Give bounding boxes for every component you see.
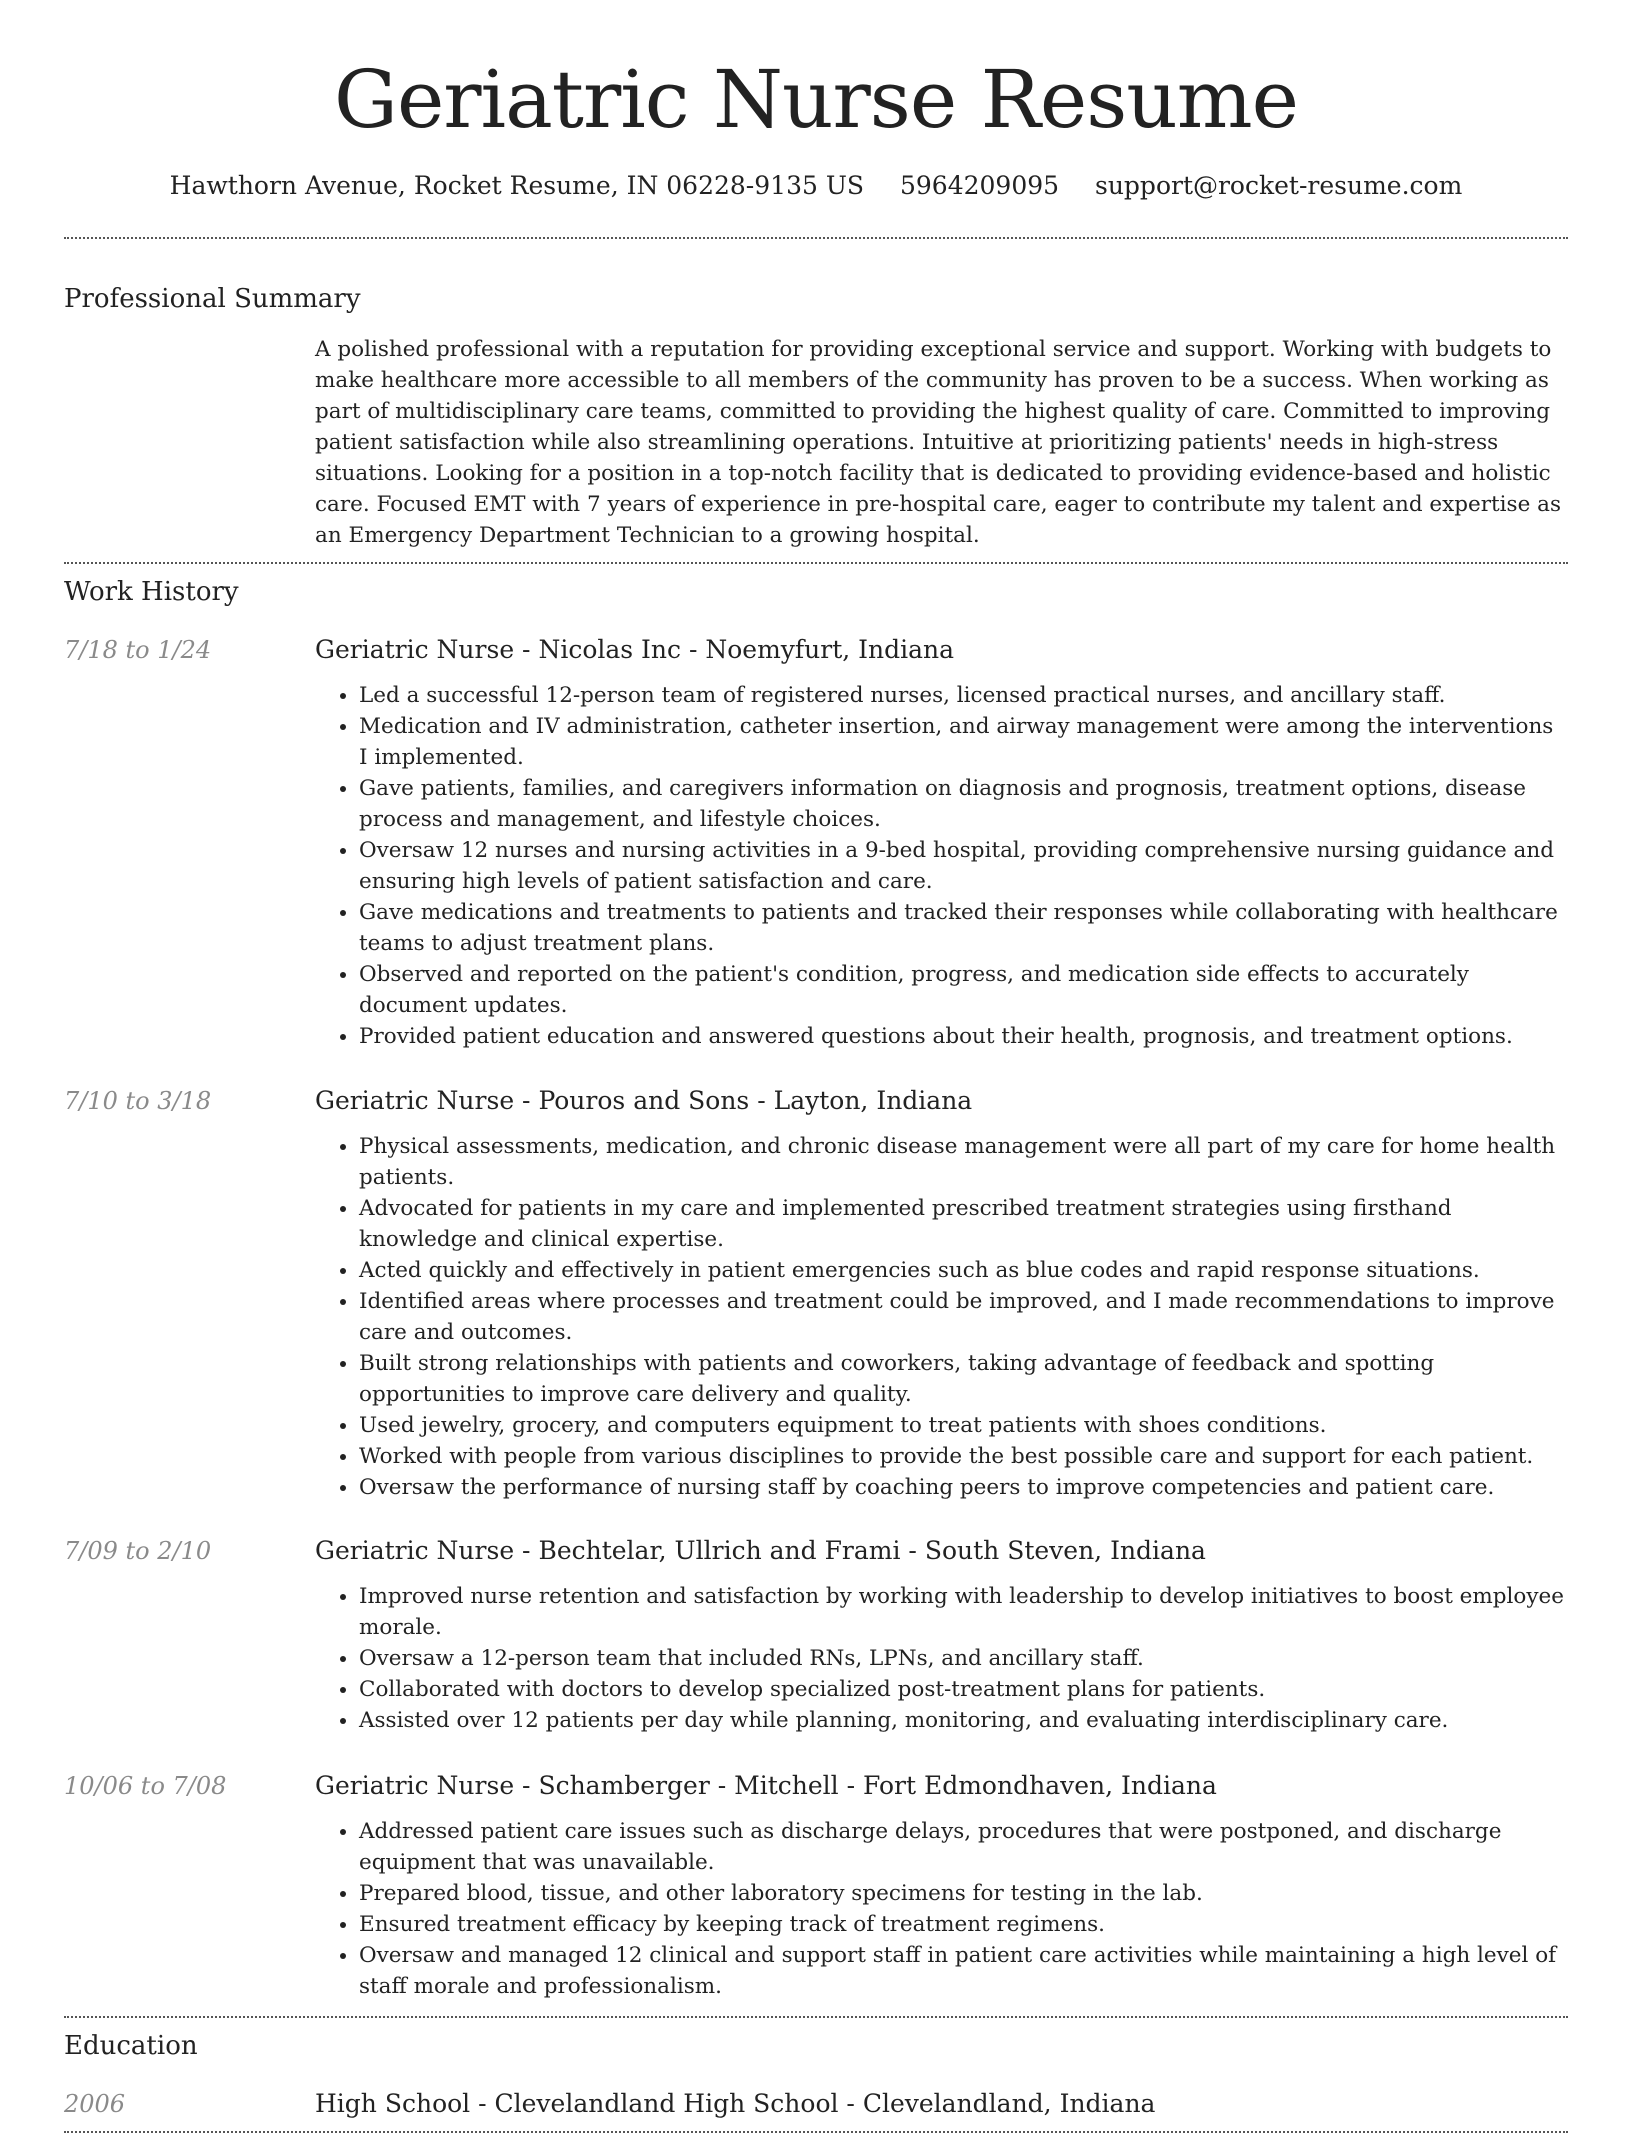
job-dates: 7/10 to 3/18: [64, 1087, 212, 1115]
section-divider: [64, 2016, 1568, 2018]
job-bullet: • Oversaw the performance of nursing staff by coaching peers to improve competencies and patient care.: [359, 1472, 1568, 1503]
resume-page: [64, 0, 1568, 2133]
job-bullet: • Observed and reported on the patient's condition, progress, and medication side effects to accurately document updates.: [359, 959, 1568, 1021]
job-heading: Geriatric Nurse - Bechtelar, Ullrich and Frami - South Steven, Indiana: [315, 1536, 1206, 1565]
contact-address: Hawthorn Avenue, Rocket Resume, IN 06228-9135 US: [169, 171, 865, 200]
education-section-title: Education: [64, 2031, 198, 2061]
job-bullet: • Oversaw 12 nurses and nursing activities in a 9-bed hospital, providing comprehensive nursing guidance and ensuring high levels of patient satisfaction and care.: [359, 835, 1568, 897]
job-bullets: [315, 680, 1568, 1052]
job-bullet: • Worked with people from various disciplines to provide the best possible care and support for each patient.: [359, 1441, 1568, 1472]
section-divider: [64, 237, 1568, 239]
job-bullet: • Assisted over 12 patients per day while planning, monitoring, and evaluating interdisciplinary care.: [359, 1705, 1568, 1736]
job-bullet: • Gave medications and treatments to patients and tracked their responses while collaborating with healthcare teams to adjust treatment plans.: [359, 897, 1568, 959]
job-dates: 10/06 to 7/08: [64, 1772, 227, 1800]
job-bullet: • Ensured treatment efficacy by keeping track of treatment regimens.: [359, 1909, 1568, 1940]
job-heading: Geriatric Nurse - Schamberger - Mitchell - Fort Edmondhaven, Indiana: [315, 1771, 1217, 1800]
job-bullet: • Gave patients, families, and caregivers information on diagnosis and prognosis, treatment options, disease process and management, and lifestyle choices.: [359, 773, 1568, 835]
summary-text: A polished professional with a reputation for providing exceptional service and support. Working with budgets to make healthcare more accessible to all members of the community has proven to be a success. When working as part of multidisciplinary care teams, committed to providing the highest quality of care. Committed to improving patient satisfaction while also streamlining operations. Intuitive at prioritizing patients' needs in high-stress situations. Looking for a position in a top-notch facility that is dedicated to providing evidence-based and holistic care. Focused EMT with 7 years of experience in pre-hospital care, eager to contribute my talent and expertise as an Emergency Department Technician to a growing hospital.: [315, 337, 1562, 548]
contact-email: support@rocket-resume.com: [1095, 171, 1463, 200]
job-bullet: • Oversaw a 12-person team that included RNs, LPNs, and ancillary staff.: [359, 1643, 1568, 1674]
job-entry: [64, 1768, 1568, 2002]
job-entry: [64, 1083, 1568, 1503]
job-bullets: [315, 1581, 1568, 1736]
job-bullet: • Addressed patient care issues such as discharge delays, procedures that were postponed, and discharge equipment that was unavailable.: [359, 1816, 1568, 1878]
job-bullet: • Advocated for patients in my care and implemented prescribed treatment strategies using firsthand knowledge and clinical expertise.: [359, 1193, 1568, 1255]
section-divider: [64, 562, 1568, 564]
education-entry: [64, 2086, 1568, 2122]
job-bullet: • Collaborated with doctors to develop specialized post-treatment plans for patients.: [359, 1674, 1568, 1705]
job-bullets: [315, 1131, 1568, 1503]
job-bullet: • Acted quickly and effectively in patient emergencies such as blue codes and rapid response situations.: [359, 1255, 1568, 1286]
job-dates: 7/09 to 2/10: [64, 1537, 212, 1565]
job-bullet: • Built strong relationships with patients and coworkers, taking advantage of feedback and spotting opportunities to improve care delivery and quality.: [359, 1348, 1568, 1410]
job-heading: Geriatric Nurse - Pouros and Sons - Layton, Indiana: [315, 1086, 973, 1115]
job-heading: Geriatric Nurse - Nicolas Inc - Noemyfurt, Indiana: [315, 635, 955, 664]
job-bullet: • Used jewelry, grocery, and computers equipment to treat patients with shoes conditions.: [359, 1410, 1568, 1441]
summary-section-title: Professional Summary: [64, 284, 361, 314]
job-bullet: • Led a successful 12-person team of registered nurses, licensed practical nurses, and ancillary staff.: [359, 680, 1568, 711]
education-heading: High School - Clevelandland High School - Clevelandland, Indiana: [315, 2089, 1156, 2118]
job-bullets: [315, 1816, 1568, 2002]
job-bullet: • Prepared blood, tissue, and other laboratory specimens for testing in the lab.: [359, 1878, 1568, 1909]
contact-line: [64, 168, 1568, 204]
job-bullet: • Physical assessments, medication, and chronic disease management were all part of my care for home health patients.: [359, 1131, 1568, 1193]
education-year: 2006: [64, 2090, 126, 2118]
job-bullet: • Medication and IV administration, catheter insertion, and airway management were among the interventions I implemented.: [359, 711, 1568, 773]
job-entry: [64, 1533, 1568, 1736]
job-entry: [64, 632, 1568, 1052]
job-dates: 7/18 to 1/24: [64, 636, 212, 664]
contact-phone: 5964209095: [899, 171, 1060, 200]
job-bullet: • Improved nurse retention and satisfaction by working with leadership to develop initiatives to boost employee morale.: [359, 1581, 1568, 1643]
work-section-title: Work History: [64, 577, 239, 607]
job-bullet: • Provided patient education and answered questions about their health, prognosis, and treatment options.: [359, 1021, 1568, 1052]
job-bullet: • Oversaw and managed 12 clinical and support staff in patient care activities while maintaining a high level of staff morale and professionalism.: [359, 1940, 1568, 2002]
job-bullet: • Identified areas where processes and treatment could be improved, and I made recommendations to improve care and outcomes.: [359, 1286, 1568, 1348]
resume-title: Geriatric Nurse Resume: [334, 53, 1298, 146]
